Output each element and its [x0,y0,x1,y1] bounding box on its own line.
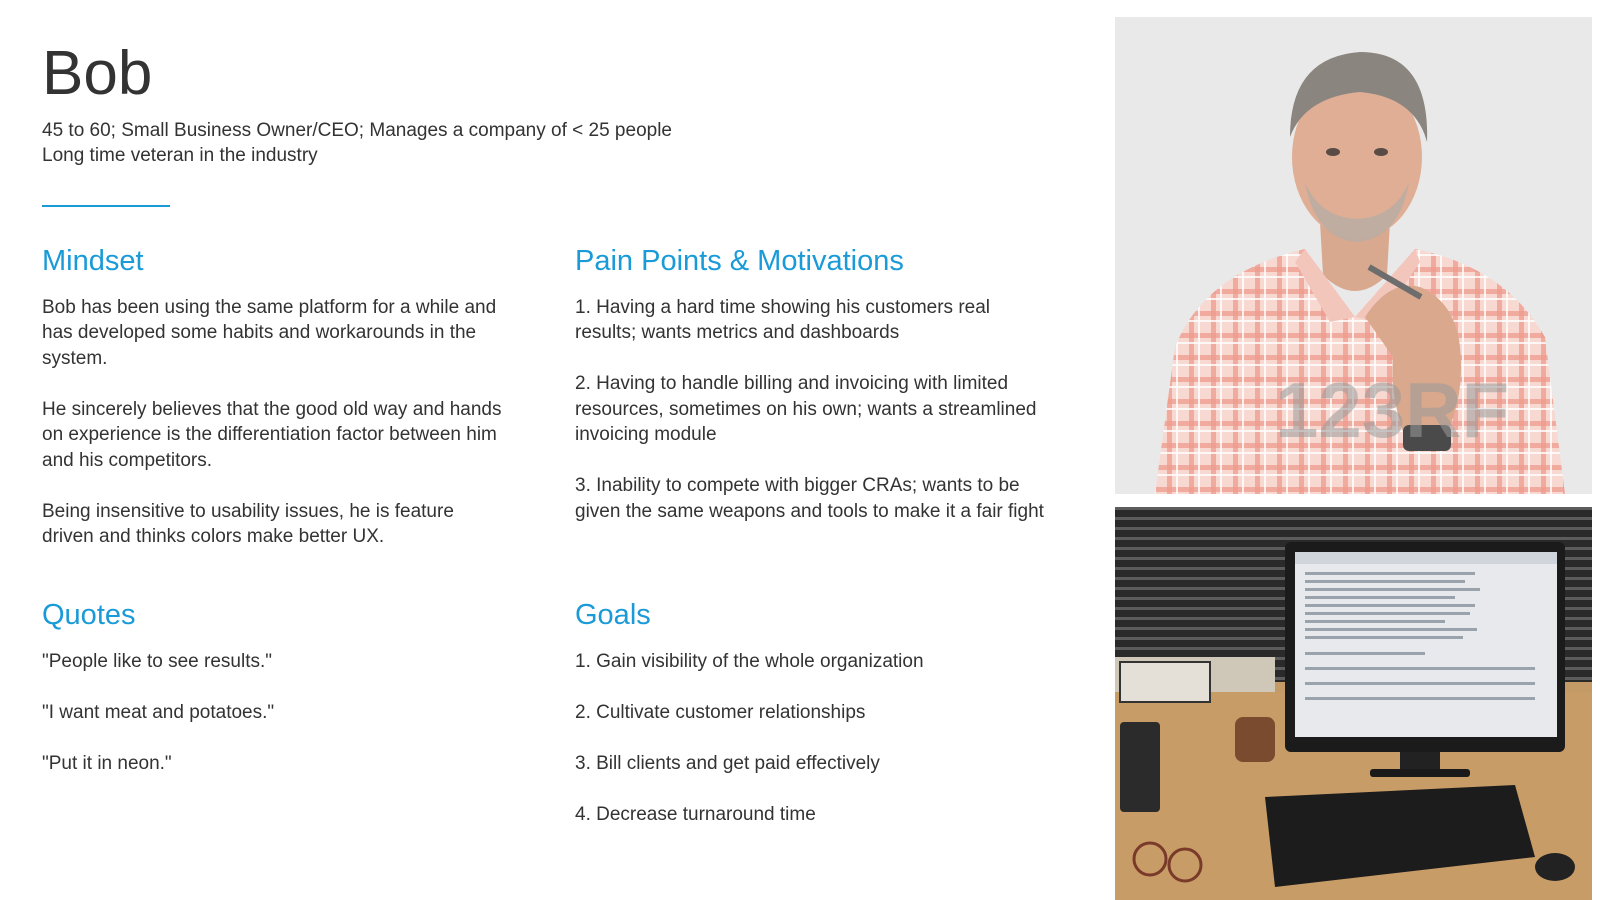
portrait-illustration [1115,17,1592,494]
persona-subtitle-line: Long time veteran in the industry [42,145,318,166]
pain-points-heading: Pain Points & Motivations [575,245,904,277]
pain-points-section [575,244,1045,550]
quotes-section [42,598,502,802]
quotes-heading: Quotes [42,599,136,631]
mindset-paragraph: He sincerely believes that the good old way and hands on experience is the differentiation factor between him and his competitors. [42,398,502,471]
pain-point-item: 1. Having a hard time showing his customers real results; wants metrics and dashboards [575,296,991,344]
quote-item: "I want meat and potatoes." [42,701,275,723]
goal-item: 4. Decrease turnaround time [575,803,816,825]
mindset-paragraph: Being insensitive to usability issues, he is feature driven and thinks colors make better UX. [42,500,454,548]
quote-item: "People like to see results." [42,650,272,672]
mindset-section [42,244,502,575]
accent-divider [42,205,170,207]
persona-name: Bob [42,39,153,108]
desk-photo [1115,507,1592,900]
pain-point-item: 3. Inability to compete with bigger CRAs; wants to be given the same weapons and tools to make it a fair fight [575,475,1044,522]
goal-item: 2. Cultivate customer relationships [575,701,866,723]
persona-subtitle [42,118,672,168]
goal-item: 3. Bill clients and get paid effectively [575,752,880,774]
mindset-body [42,295,502,550]
goals-section [575,598,1045,853]
goals-body [575,649,1045,828]
mindset-heading: Mindset [42,245,144,277]
pain-points-body [575,295,1045,525]
mindset-paragraph: Bob has been using the same platform for a while and has developed some habits and workarounds in the system. [42,296,497,369]
quotes-body [42,649,502,777]
pain-point-item: 2. Having to handle billing and invoicing with limited resources, sometimes on his own; wants a streamlined invoicing module [575,373,1037,446]
portrait-watermark: 123RF [1275,366,1510,454]
goals-heading: Goals [575,599,651,631]
desk-illustration [1115,507,1592,900]
persona-subtitle-line: 45 to 60; Small Business Owner/CEO; Manages a company of < 25 people [42,120,672,141]
quote-item: "Put it in neon." [42,752,172,774]
goal-item: 1. Gain visibility of the whole organization [575,650,924,672]
persona-portrait-photo [1115,17,1592,494]
